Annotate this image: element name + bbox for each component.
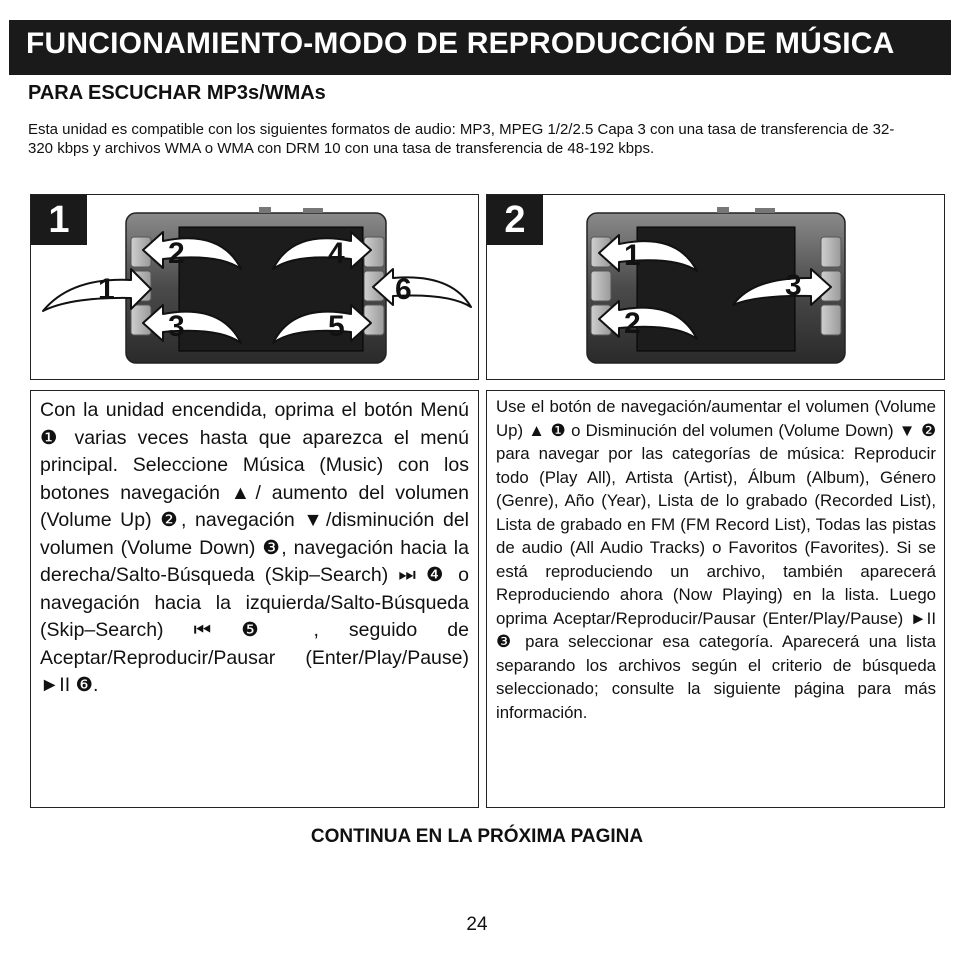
step-2-description: Use el botón de navegación/aumentar el volumen (Volume Up) ▲ ❶ o Disminución del volumen (Volume Down) ▼ ❷ para navegar por las categorías de música: Reproducir todo (Play All), Artista (Artist), Álbum (Album), Género (Genre), Año (Year), Lista de lo grabado (Recorded List), Lista de grabado en FM (FM Record List), Todas las pistas de audio (All Audio Tracks) o Favoritos (Favorites). Si se está reproduciendo un archivo, también aparecerá Reproduciendo ahora (Now Playing) en la lista. Luego oprima Aceptar/Reproducir/Pausar (Enter/Play/Pause) ►II ❸ para seleccionar esa categoría. Aparecerá una lista separando los archivos según el criterio de búsqueda seleccionado; consulte la siguiente página para más información. — [496, 397, 936, 722]
callout-label-2: 2 — [168, 237, 185, 270]
step-1-badge: 1 — [31, 195, 87, 245]
step-2-badge: 2 — [487, 195, 543, 245]
intro-paragraph: Esta unidad es compatible con los siguientes formatos de audio: MP3, MPEG 1/2/2.5 Capa 3 con una tasa de transferencia de 32-320 kbps y archivos WMA o WMA con DRM 10 con una tasa de transferencia de 48-192 kbps. — [28, 121, 895, 157]
step-2-description-box — [486, 390, 945, 808]
callout-arrow-1 — [43, 269, 151, 311]
callout-label-4: 4 — [328, 237, 345, 270]
continue-note: CONTINUA EN LA PRÓXIMA PAGINA — [310, 826, 644, 847]
device-illustration-2 — [487, 195, 945, 380]
page-title: FUNCIONAMIENTO-MODO DE REPRODUCCIÓN DE MÚSICA — [26, 27, 895, 60]
page-number: 24 — [466, 914, 488, 935]
section-heading: PARA ESCUCHAR MP3s/WMAs — [28, 82, 326, 104]
device-illustration-1 — [31, 195, 479, 380]
step-1-description: Con la unidad encendida, oprima el botón Menú ❶ varias veces hasta que aparezca el menú principal. Seleccione Música (Music) con los botones navegación ▲/ aumento del volumen (Volume Up) ❷, navegación ▼/disminución del volumen (Volume Down) ❸, navegación hacia la derecha/Salto-Búsqueda (Skip–Search) ⏭ ❹ o navegación hacia la izquierda/Salto-Búsqueda (Skip–Search) ⏮ ❺ , seguido de Aceptar/Reproducir/Pausar (Enter/Play/Pause) ►II ❻. — [40, 399, 469, 696]
step-1-illustration — [30, 194, 479, 380]
step-1-description-box — [30, 390, 479, 808]
callout-label-1: 1 — [98, 273, 115, 306]
callout-label-3: 3 — [168, 310, 185, 343]
callout-label-2: 2 — [624, 307, 641, 340]
callout-label-6: 6 — [395, 273, 412, 306]
callout-label-5: 5 — [328, 310, 345, 343]
callout-arrow-6 — [373, 269, 471, 307]
callout-label-1: 1 — [624, 239, 641, 272]
step-2-illustration — [486, 194, 945, 380]
callout-label-3: 3 — [785, 269, 802, 302]
